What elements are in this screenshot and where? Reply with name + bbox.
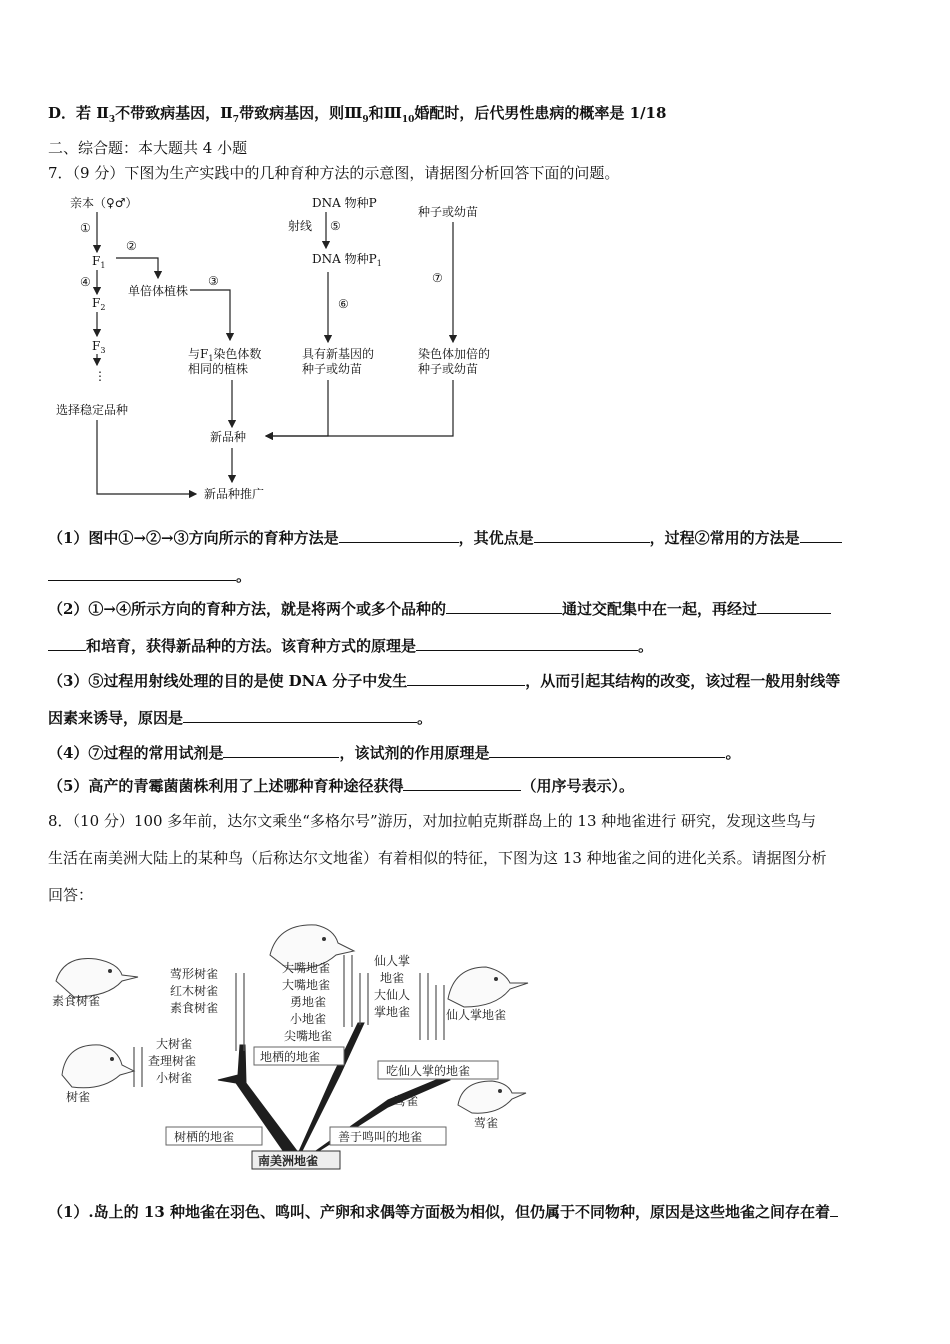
seed-label: 种子或幼苗 bbox=[418, 205, 479, 219]
f3-label: $F_3$ bbox=[92, 339, 106, 355]
blank[interactable] bbox=[416, 636, 638, 651]
dna-top: DNA 物种P bbox=[312, 196, 377, 210]
ground-group: 小地雀 bbox=[290, 1012, 327, 1026]
q8-line1: 8．（10 分）100 多年前，达尔文乘坐“多格尔号”游历，对加拉帕克斯群岛上的 13 种地雀进行 研究，发现这些鸟与 bbox=[48, 812, 817, 830]
promote-label: 新品种推广 bbox=[204, 487, 265, 501]
singing-box: 善于鸣叫的地雀 bbox=[338, 1130, 423, 1144]
same-chrom-2: 相同的植株 bbox=[188, 362, 249, 376]
q8-sub1: （1）.岛上的 13 种地雀在羽色、鸣叫、产卵和求偶等方面极为相似，但仍属于不同物种，原因是这些地雀之间存在着 bbox=[48, 1202, 838, 1222]
blank[interactable] bbox=[223, 743, 339, 758]
dots: ⋮ bbox=[94, 369, 106, 383]
bird-icon bbox=[62, 1045, 134, 1088]
q8-line2: 生活在南美洲大陆上的某种鸟（后称达尔文地雀）有着相似的特征，下图为这 13 种地雀之间的进化关系。请据图分析 bbox=[48, 849, 827, 867]
section-heading: 二、综合题：本大题共 4 小题 bbox=[48, 139, 248, 157]
q7-sub1-cont: 。 bbox=[48, 566, 251, 586]
tree-group-1: 莺形树雀 bbox=[170, 967, 219, 981]
cactus-group: 大仙人 bbox=[374, 988, 411, 1002]
cactus-eating-box: 吃仙人掌的地雀 bbox=[386, 1064, 471, 1078]
blank[interactable] bbox=[48, 636, 86, 651]
step2: ② bbox=[126, 239, 137, 253]
veg-bird-label: 素食树雀 bbox=[52, 994, 101, 1008]
q7-sub2-cont: 和培育，获得新品种的方法。该育种方式的原理是 。 bbox=[48, 636, 653, 656]
blank[interactable] bbox=[489, 743, 725, 758]
tree-group-1: 红木树雀 bbox=[170, 984, 219, 998]
doubled-1: 染色体加倍的 bbox=[418, 347, 491, 361]
bird-icon bbox=[56, 958, 138, 997]
blank[interactable] bbox=[339, 528, 459, 543]
warbler-branch-label: 莺雀 bbox=[394, 1094, 419, 1108]
haploid-label: 单倍体植株 bbox=[128, 284, 189, 298]
q7-sub3-cont: 因素来诱导，原因是 。 bbox=[48, 709, 433, 727]
tree-bird-label: 树雀 bbox=[66, 1090, 91, 1104]
new-gene-1: 具有新基因的 bbox=[302, 347, 375, 361]
dna-bottom: DNA 物种$P_1$ bbox=[312, 252, 382, 268]
ground-group: 大嘴地雀 bbox=[282, 961, 331, 975]
step3: ③ bbox=[208, 274, 219, 288]
tree-group-1: 素食树雀 bbox=[170, 1001, 219, 1015]
blank[interactable] bbox=[407, 671, 525, 686]
blank[interactable] bbox=[800, 528, 842, 543]
blank[interactable] bbox=[446, 599, 562, 614]
breeding-diagram bbox=[48, 190, 518, 510]
same-chrom-1: 与$F_1$染色体数 bbox=[188, 347, 262, 363]
f1-label: $F_1$ bbox=[92, 254, 106, 270]
bird-icon bbox=[458, 1081, 526, 1113]
ground-group: 勇地雀 bbox=[290, 995, 327, 1009]
doubled-2: 种子或幼苗 bbox=[418, 362, 479, 376]
ground-group: 尖嘴地雀 bbox=[284, 1029, 333, 1043]
step7: ⑦ bbox=[432, 271, 443, 285]
blank[interactable] bbox=[48, 566, 236, 581]
blank[interactable] bbox=[403, 776, 521, 791]
f2-label: $F_2$ bbox=[92, 296, 106, 312]
root-box: 南美洲地雀 bbox=[258, 1154, 319, 1168]
q7-sub5: （5）高产的青霉菌菌株利用了上述哪种育种途径获得 （用序号表示）。 bbox=[48, 777, 634, 795]
cactus-group: 掌地雀 bbox=[374, 1005, 411, 1019]
ground-dwelling-box: 地栖的地雀 bbox=[260, 1050, 321, 1064]
bird-icon bbox=[448, 967, 528, 1007]
q7-sub2: （2）①→④所示方向的育种方法，就是将两个或多个品种的 通过交配集中在一起，再经过 bbox=[48, 599, 831, 619]
q8-line3: 回答： bbox=[48, 886, 94, 904]
blank[interactable] bbox=[534, 528, 650, 543]
step6: ⑥ bbox=[338, 297, 349, 311]
tree-dwelling-box: 树栖的地雀 bbox=[174, 1130, 235, 1144]
blank[interactable] bbox=[183, 708, 417, 723]
q7-sub1: （1）图中①→②→③方向所示的育种方法是 ，其优点是 ，过程②常用的方法是 bbox=[48, 528, 842, 548]
cactus-bird-label: 仙人掌地雀 bbox=[446, 1008, 507, 1022]
tree-group-2: 小树雀 bbox=[156, 1071, 193, 1085]
tree-group-2: 查理树雀 bbox=[148, 1054, 197, 1068]
step1: ① bbox=[80, 221, 91, 235]
stable-label: 选择稳定品种 bbox=[56, 403, 129, 417]
step4: ④ bbox=[80, 275, 91, 289]
option-d: D．若 $Ⅱ_3$不带致病基因，$Ⅱ_7$带致病基因，则$Ⅲ_9$和$Ⅲ_{10}$婚配时，后代男性患病的概率是 1/18 bbox=[48, 104, 667, 125]
blank[interactable] bbox=[757, 599, 831, 614]
finch-evolution-diagram bbox=[48, 915, 538, 1175]
q7-intro: 7．（9 分）下图为生产实践中的几种育种方法的示意图，请据图分析回答下面的问题。 bbox=[48, 164, 620, 182]
cactus-group: 地雀 bbox=[380, 971, 405, 985]
blank[interactable] bbox=[830, 1202, 838, 1217]
step5: ⑤ bbox=[330, 219, 341, 233]
warbler-bird-label: 莺雀 bbox=[474, 1116, 499, 1130]
ground-group: 大嘴地雀 bbox=[282, 978, 331, 992]
tree-group-2: 大树雀 bbox=[156, 1037, 193, 1051]
parents-label: 亲本（♀♂） bbox=[70, 196, 138, 210]
q7-sub4: （4）⑦过程的常用试剂是 ，该试剂的作用原理是 。 bbox=[48, 744, 741, 762]
radiation-label: 射线 bbox=[288, 219, 313, 233]
q7-sub3: （3）⑤过程用射线处理的目的是使 DNA 分子中发生 ，从而引起其结构的改变，该过程一般用射线等 bbox=[48, 672, 841, 690]
cactus-group: 仙人掌 bbox=[374, 954, 411, 968]
new-gene-2: 种子或幼苗 bbox=[302, 362, 363, 376]
new-variety: 新品种 bbox=[210, 430, 247, 444]
